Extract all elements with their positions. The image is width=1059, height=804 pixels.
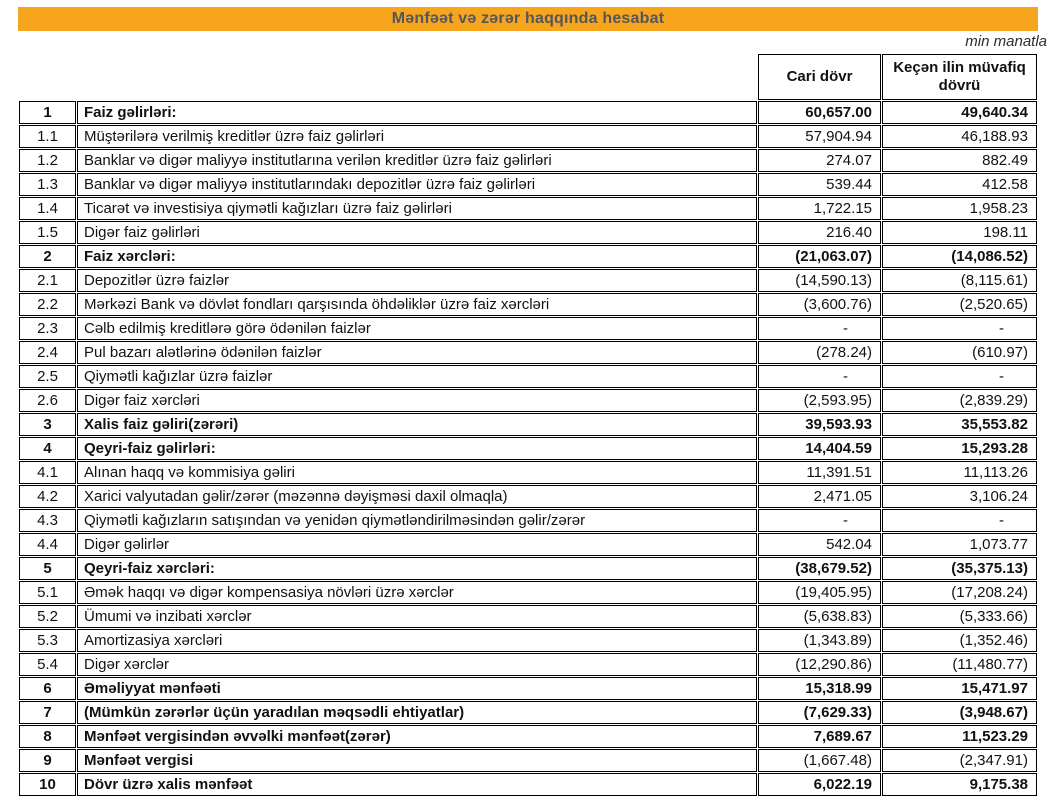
row-label-cell: Əməliyyat mənfəəti [77, 677, 757, 700]
row-label-cell: Əmək haqqı və digər kompensasiya növləri üzrə xərclər [77, 581, 757, 604]
current-value-cell: (19,405.95) [758, 581, 881, 604]
row-number-cell: 4.4 [19, 533, 76, 556]
current-value-cell: - [758, 509, 881, 532]
table-row [19, 365, 1037, 388]
previous-value-cell: 35,553.82 [882, 413, 1037, 436]
current-value-cell: 6,022.19 [758, 773, 881, 796]
previous-value-cell: (2,839.29) [882, 389, 1037, 412]
table-row [19, 581, 1037, 604]
row-number-cell: 5.4 [19, 653, 76, 676]
current-value-cell: 539.44 [758, 173, 881, 196]
row-label-cell: Alınan haqq və kommisiya gəliri [77, 461, 757, 484]
row-number-cell: 8 [19, 725, 76, 748]
previous-value-cell: 1,073.77 [882, 533, 1037, 556]
row-label-cell: Mərkəzi Bank və dövlət fondları qarşısında öhdəliklər üzrə faiz xərcləri [77, 293, 757, 316]
row-number-cell: 4.1 [19, 461, 76, 484]
row-label-cell: Cəlb edilmiş kreditlərə görə ödənilən faizlər [77, 317, 757, 340]
previous-value-cell: (610.97) [882, 341, 1037, 364]
row-number-cell: 2 [19, 245, 76, 268]
table-row [19, 149, 1037, 172]
previous-value-cell: (1,352.46) [882, 629, 1037, 652]
row-number-cell: 1 [19, 101, 76, 124]
current-value-cell: (7,629.33) [758, 701, 881, 724]
table-row [19, 653, 1037, 676]
table-row [19, 725, 1037, 748]
row-label-cell: Qiymətli kağızların satışından və yenidən qiymətləndirilməsindən gəlir/zərər [77, 509, 757, 532]
row-label-cell: Banklar və digər maliyyə institutlarına verilən kreditlər üzrə faiz gəlirləri [77, 149, 757, 172]
row-label-cell: Mənfəət vergisindən əvvəlki mənfəət(zərər) [77, 725, 757, 748]
current-value-cell: 7,689.67 [758, 725, 881, 748]
column-header-previous: Keçən ilin müvafiq dövrü [882, 54, 1037, 100]
current-value-cell: (3,600.76) [758, 293, 881, 316]
previous-value-cell: (2,347.91) [882, 749, 1037, 772]
column-header-current: Cari dövr [758, 54, 881, 100]
row-label-cell: Banklar və digər maliyyə institutlarındakı depozitlər üzrə faiz gəlirləri [77, 173, 757, 196]
previous-value-cell: 11,523.29 [882, 725, 1037, 748]
row-number-cell: 2.4 [19, 341, 76, 364]
row-label-cell: (Mümkün zərərlər üçün yaradılan məqsədli ehtiyatlar) [77, 701, 757, 724]
previous-value-cell: 15,471.97 [882, 677, 1037, 700]
current-value-cell: (2,593.95) [758, 389, 881, 412]
report-title-band [18, 7, 1038, 31]
table-row [19, 413, 1037, 436]
previous-value-cell: 9,175.38 [882, 773, 1037, 796]
current-value-cell: (21,063.07) [758, 245, 881, 268]
row-label-cell: Mənfəət vergisi [77, 749, 757, 772]
current-value-cell: 216.40 [758, 221, 881, 244]
header-spacer [19, 54, 757, 100]
row-label-cell: Qiymətli kağızlar üzrə faizlər [77, 365, 757, 388]
row-number-cell: 5 [19, 557, 76, 580]
current-value-cell: (1,343.89) [758, 629, 881, 652]
table-body [19, 101, 1037, 796]
previous-value-cell: (17,208.24) [882, 581, 1037, 604]
current-value-cell: - [758, 365, 881, 388]
previous-value-cell: (3,948.67) [882, 701, 1037, 724]
current-value-cell: 57,904.94 [758, 125, 881, 148]
row-label-cell: Qeyri-faiz gəlirləri: [77, 437, 757, 460]
row-label-cell: Digər faiz gəlirləri [77, 221, 757, 244]
current-value-cell: - [758, 317, 881, 340]
table-row [19, 773, 1037, 796]
current-value-cell: 1,722.15 [758, 197, 881, 220]
current-value-cell: (278.24) [758, 341, 881, 364]
row-label-cell: Ticarət və investisiya qiymətli kağızları üzrə faiz gəlirləri [77, 197, 757, 220]
table-row [19, 125, 1037, 148]
previous-value-cell: 49,640.34 [882, 101, 1037, 124]
current-value-cell: (5,638.83) [758, 605, 881, 628]
previous-value-cell: (35,375.13) [882, 557, 1037, 580]
previous-value-cell: - [882, 509, 1037, 532]
profit-loss-table [18, 53, 1038, 797]
current-value-cell: 60,657.00 [758, 101, 881, 124]
row-label-cell: Faiz gəlirləri: [77, 101, 757, 124]
row-number-cell: 1.5 [19, 221, 76, 244]
previous-value-cell: (8,115.61) [882, 269, 1037, 292]
table-row [19, 485, 1037, 508]
table-header [19, 54, 1037, 100]
previous-value-cell: (5,333.66) [882, 605, 1037, 628]
table-row [19, 317, 1037, 340]
previous-value-cell: (14,086.52) [882, 245, 1037, 268]
table-row [19, 533, 1037, 556]
current-value-cell: 2,471.05 [758, 485, 881, 508]
previous-value-cell: 1,958.23 [882, 197, 1037, 220]
current-value-cell: 14,404.59 [758, 437, 881, 460]
table-row [19, 677, 1037, 700]
row-number-cell: 2.1 [19, 269, 76, 292]
row-number-cell: 5.3 [19, 629, 76, 652]
current-value-cell: (38,679.52) [758, 557, 881, 580]
table-row [19, 557, 1037, 580]
current-value-cell: 11,391.51 [758, 461, 881, 484]
previous-value-cell: 882.49 [882, 149, 1037, 172]
table-row [19, 245, 1037, 268]
row-label-cell: Digər gəlirlər [77, 533, 757, 556]
table-row [19, 605, 1037, 628]
previous-value-cell: 11,113.26 [882, 461, 1037, 484]
current-value-cell: (12,290.86) [758, 653, 881, 676]
previous-value-cell: 46,188.93 [882, 125, 1037, 148]
table-row [19, 269, 1037, 292]
report-title: Mənfəət və zərər haqqında hesabat [391, 10, 665, 27]
row-number-cell: 1.1 [19, 125, 76, 148]
previous-value-cell: 3,106.24 [882, 485, 1037, 508]
row-number-cell: 2.5 [19, 365, 76, 388]
row-number-cell: 4.3 [19, 509, 76, 532]
row-label-cell: Qeyri-faiz xərcləri: [77, 557, 757, 580]
row-number-cell: 5.1 [19, 581, 76, 604]
previous-value-cell: 15,293.28 [882, 437, 1037, 460]
row-number-cell: 7 [19, 701, 76, 724]
table-row [19, 749, 1037, 772]
table-row [19, 509, 1037, 532]
current-value-cell: 542.04 [758, 533, 881, 556]
current-value-cell: (14,590.13) [758, 269, 881, 292]
table-row [19, 197, 1037, 220]
row-number-cell: 2.2 [19, 293, 76, 316]
row-number-cell: 10 [19, 773, 76, 796]
row-number-cell: 1.2 [19, 149, 76, 172]
row-number-cell: 4 [19, 437, 76, 460]
row-number-cell: 3 [19, 413, 76, 436]
table-row [19, 629, 1037, 652]
row-number-cell: 9 [19, 749, 76, 772]
row-number-cell: 6 [19, 677, 76, 700]
row-number-cell: 2.6 [19, 389, 76, 412]
row-label-cell: Faiz xərcləri: [77, 245, 757, 268]
row-label-cell: Ümumi və inzibati xərclər [77, 605, 757, 628]
table-row [19, 461, 1037, 484]
row-number-cell: 4.2 [19, 485, 76, 508]
table-row [19, 389, 1037, 412]
row-number-cell: 1.3 [19, 173, 76, 196]
previous-value-cell: 198.11 [882, 221, 1037, 244]
current-value-cell: 39,593.93 [758, 413, 881, 436]
row-number-cell: 1.4 [19, 197, 76, 220]
previous-value-cell: - [882, 365, 1037, 388]
row-label-cell: Dövr üzrə xalis mənfəət [77, 773, 757, 796]
table-row [19, 173, 1037, 196]
row-label-cell: Digər xərclər [77, 653, 757, 676]
table-row [19, 221, 1037, 244]
row-label-cell: Amortizasiya xərcləri [77, 629, 757, 652]
previous-value-cell: 412.58 [882, 173, 1037, 196]
header-row [19, 54, 1037, 100]
row-label-cell: Müştərilərə verilmiş kreditlər üzrə faiz gəlirləri [77, 125, 757, 148]
current-value-cell: (1,667.48) [758, 749, 881, 772]
table-row [19, 701, 1037, 724]
current-value-cell: 274.07 [758, 149, 881, 172]
row-label-cell: Digər faiz xərcləri [77, 389, 757, 412]
previous-value-cell: (2,520.65) [882, 293, 1037, 316]
row-label-cell: Depozitlər üzrə faizlər [77, 269, 757, 292]
previous-value-cell: (11,480.77) [882, 653, 1037, 676]
row-number-cell: 5.2 [19, 605, 76, 628]
row-number-cell: 2.3 [19, 317, 76, 340]
row-label-cell: Xalis faiz gəliri(zərəri) [77, 413, 757, 436]
table-row [19, 341, 1037, 364]
table-row [19, 293, 1037, 316]
table-row [19, 437, 1037, 460]
previous-value-cell: - [882, 317, 1037, 340]
current-value-cell: 15,318.99 [758, 677, 881, 700]
row-label-cell: Pul bazarı alətlərinə ödənilən faizlər [77, 341, 757, 364]
table-row [19, 101, 1037, 124]
unit-note: min manatla [965, 33, 1047, 50]
row-label-cell: Xarici valyutadan gəlir/zərər (məzənnə dəyişməsi daxil olmaqla) [77, 485, 757, 508]
